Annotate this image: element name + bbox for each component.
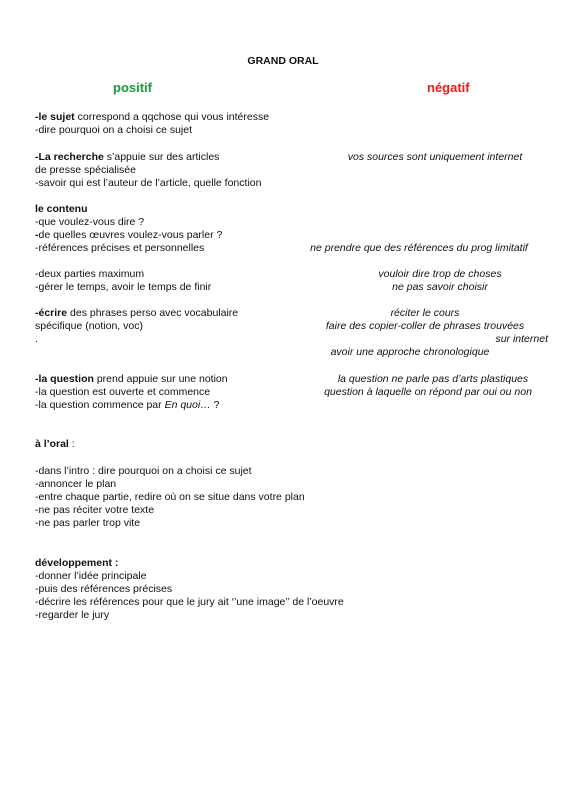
ecrire-line-1: -écrire des phrases perso avec vocabulaire xyxy=(35,307,239,319)
header-negative: négatif xyxy=(427,80,470,95)
contenu-negative-2: vouloir dire trop de choses xyxy=(378,268,502,280)
oral-item: -dans l’intro : dire pourquoi on a choisi ce sujet xyxy=(35,465,252,477)
oral-item: -entre chaque partie, redire où on se situe dans votre plan xyxy=(35,491,305,503)
developpement-item: -regarder le jury xyxy=(35,609,110,621)
header-positive: positif xyxy=(113,80,152,95)
contenu-heading: le contenu xyxy=(35,203,88,215)
developpement-item: -puis des références précises xyxy=(35,583,173,595)
ecrire-negative-2: faire des copier-coller de phrases trouvées xyxy=(325,320,525,332)
developpement-item: -donner l’idée principale xyxy=(35,570,147,582)
contenu-line-5: -gérer le temps, avoir le temps de finir xyxy=(35,281,212,293)
question-negative-2: question à laquelle on répond par oui ou non xyxy=(324,386,532,398)
oral-item: -annoncer le plan xyxy=(35,478,117,490)
oral-item: -ne pas parler trop vite xyxy=(35,517,141,529)
contenu-line-3: -références précises et personnelles xyxy=(35,242,205,254)
question-line-1: -la question prend appuie sur une notion xyxy=(35,373,228,385)
sujet-line-2: -dire pourquoi on a choisi ce sujet xyxy=(35,124,193,136)
contenu-line-1: -que voulez-vous dire ? xyxy=(35,216,145,228)
contenu-negative-3: ne pas savoir choisir xyxy=(392,281,488,293)
question-line-2: -la question est ouverte et commence xyxy=(35,386,211,398)
recherche-negative-1: vos sources sont uniquement internet xyxy=(347,151,523,163)
recherche-line-2: de presse spécialisée xyxy=(35,164,136,176)
page-title: GRAND ORAL xyxy=(247,55,319,67)
contenu-line-2: -de quelles œuvres voulez-vous parler ? xyxy=(35,229,223,241)
question-line-3: -la question commence par En quoi… ? xyxy=(35,399,220,411)
question-negative-1: la question ne parle pas d’arts plastiques xyxy=(337,373,529,385)
ecrire-negative-4: avoir une approche chronologique xyxy=(330,346,490,358)
contenu-negative-1: ne prendre que des références du prog limitatif xyxy=(310,242,528,254)
ecrire-line-3: . xyxy=(35,333,38,345)
recherche-line-3: -savoir qui est l’auteur de l’article, quelle fonction xyxy=(35,177,262,189)
oral-heading: à l’oral : xyxy=(35,438,75,450)
contenu-line-4: -deux parties maximum xyxy=(35,268,145,280)
sujet-line-1: -le sujet correspond a qqchose qui vous intéresse xyxy=(35,111,270,123)
developpement-heading: développement : xyxy=(35,557,119,569)
developpement-item: -décrire les références pour que le jury ait ‘’une image’’ de l’oeuvre xyxy=(35,596,344,608)
oral-item: -ne pas réciter votre texte xyxy=(35,504,155,516)
recherche-line-1: -La recherche s’appuie sur des articles xyxy=(35,151,220,163)
ecrire-negative-3: sur internet xyxy=(495,333,548,345)
ecrire-line-2: spécifique (notion, voc) xyxy=(35,320,143,332)
ecrire-negative-1: réciter le cours xyxy=(390,307,460,319)
